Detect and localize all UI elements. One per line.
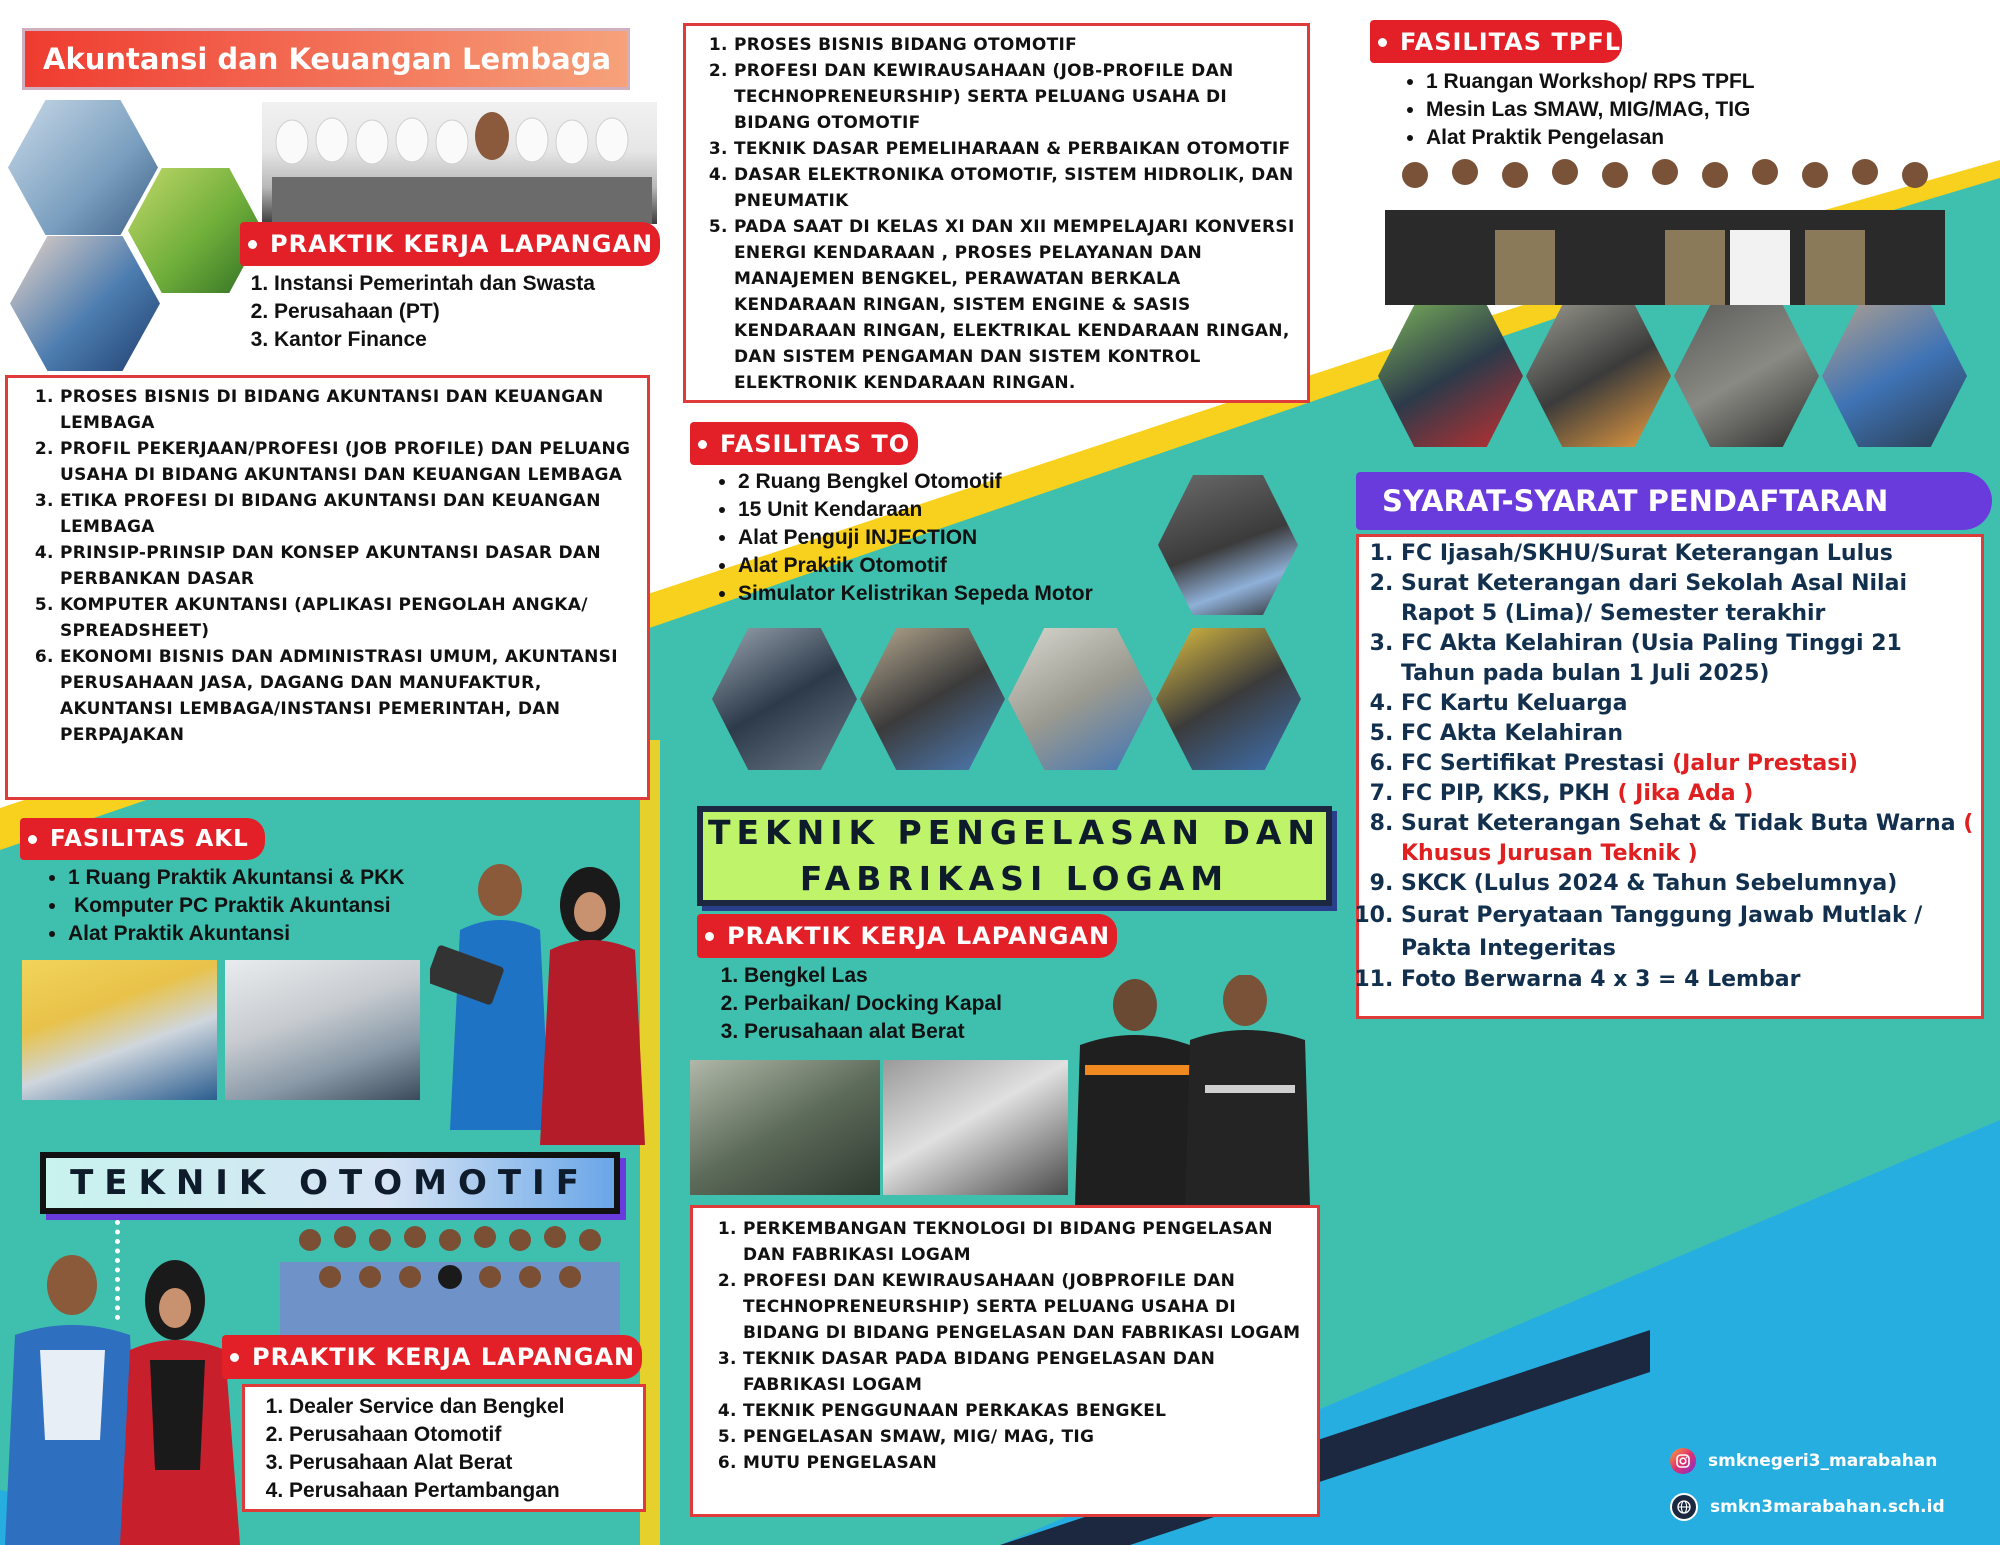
akl-facility-item: • Komputer PC Praktik Akuntansi [68, 892, 488, 920]
akl-curriculum-item: 6. EKONOMI BISNIS DAN ADMINISTRASI UMUM, AKUNTANSI PERUSAHAAN JASA, DAGANG DAN MANUFAKTUR, AKUNTANSI LEMBAGA/INSTANSI PEMERINTAH, DAN PERPAJAKAN [60, 644, 633, 748]
instagram-icon [1670, 1448, 1696, 1474]
to-facility-item: • 2 Ruang Bengkel Otomotif [738, 468, 1178, 496]
tpfl-pkl-banner: PRAKTIK KERJA LAPANGAN [697, 914, 1117, 958]
syarat-item: 6. FC Sertifikat Prestasi (Jalur Prestasi) [1401, 749, 1977, 779]
tpfl-curriculum-item: 6. MUTU PENGELASAN [743, 1450, 1307, 1476]
to-pkl-item: 1. Dealer Service dan Bengkel [289, 1393, 643, 1421]
syarat-title: SYARAT-SYARAT PENDAFTARAN [1382, 484, 1889, 518]
instagram-handle: smknegeri3_marabahan [1708, 1451, 1938, 1471]
to-facility-item: • Alat Penguji INJECTION [738, 524, 1178, 552]
syarat-item: 4. FC Kartu Keluarga [1401, 689, 1977, 719]
syarat-item: 7. FC PIP, KKS, PKH ( Jika Ada ) [1401, 779, 1977, 809]
tpfl-facility-item: • 1 Ruangan Workshop/ RPS TPFL [1426, 68, 1906, 96]
to-facilities-list [712, 468, 1178, 608]
akl-photo-practice-room [22, 960, 217, 1100]
syarat-item: 1. FC Ijasah/SKHU/Surat Keterangan Lulus [1401, 539, 1977, 569]
akl-pkl-item: 3. Kantor Finance [274, 326, 694, 354]
to-facilities-banner: FASILITAS TO [690, 422, 918, 465]
to-curriculum-item: 3. TEKNIK DASAR PEMELIHARAAN & PERBAIKAN OTOMOTIF [734, 136, 1295, 162]
syarat-item: 3. FC Akta Kelahiran (Usia Paling Tinggi 21 Tahun pada bulan 1 Juli 2025) [1401, 629, 1977, 689]
tpfl-pkl-item: 2. Perbaikan/ Docking Kapal [744, 990, 1164, 1018]
to-facility-item: • Simulator Kelistrikan Sepeda Motor [738, 580, 1178, 608]
to-curriculum-item: 1. PROSES BISNIS BIDANG OTOMOTIF [734, 32, 1295, 58]
syarat-list [1359, 539, 1977, 995]
tpfl-pkl-item: 3. Perusahaan alat Berat [744, 1018, 1164, 1046]
akl-curriculum-box [5, 375, 650, 800]
to-curriculum-item: 4. DASAR ELEKTRONIKA OTOMOTIF, SISTEM HIDROLIK, DAN PNEUMATIK [734, 162, 1295, 214]
syarat-note: (Jalur Prestasi) [1672, 751, 1858, 776]
to-facility-item: • 15 Unit Kendaraan [738, 496, 1178, 524]
syarat-item: 11. Foto Berwarna 4 x 3 = 4 Lembar [1401, 965, 1977, 995]
akl-curriculum-item: 5. KOMPUTER AKUNTANSI (APLIKASI PENGOLAH ANGKA/ SPREADSHEET) [60, 592, 633, 644]
website-url: smkn3marabahan.sch.id [1710, 1497, 1945, 1517]
akl-curriculum-item: 3. ETIKA PROFESI DI BIDANG AKUNTANSI DAN KEUANGAN LEMBAGA [60, 488, 633, 540]
akl-curriculum-item: 1. PROSES BISNIS DI BIDANG AKUNTANSI DAN KEUANGAN LEMBAGA [60, 384, 633, 436]
to-photo-two-students [0, 1240, 260, 1545]
syarat-note: ( Jika Ada ) [1617, 781, 1754, 806]
akl-title: Akuntansi dan Keuangan Lembaga [43, 42, 612, 76]
akl-pkl-list [246, 270, 694, 354]
to-pkl-item: 3. Perusahaan Alat Berat [289, 1449, 643, 1477]
tpfl-title-line2: FABRIKASI LOGAM [799, 859, 1230, 898]
tpfl-facility-item: • Mesin Las SMAW, MIG/MAG, TIG [1426, 96, 1906, 124]
akl-curriculum-list [8, 384, 647, 748]
tpfl-pkl-item: 1. Bengkel Las [744, 962, 1164, 990]
tpfl-title-box [697, 806, 1332, 906]
to-pkl-item: 4. Perusahaan Pertambangan [289, 1477, 643, 1505]
tpfl-curriculum-box [690, 1205, 1320, 1517]
akl-pkl-banner: PRAKTIK KERJA LAPANGAN [240, 222, 660, 266]
to-pkl-list [245, 1393, 643, 1505]
instagram-link[interactable] [1670, 1448, 1937, 1474]
to-facility-item: • Alat Praktik Otomotif [738, 552, 1178, 580]
tpfl-curriculum-item: 1. PERKEMBANGAN TEKNOLOGI DI BIDANG PENGELASAN DAN FABRIKASI LOGAM [743, 1216, 1307, 1268]
website-link[interactable] [1670, 1493, 1945, 1521]
akl-curriculum-item: 4. PRINSIP-PRINSIP DAN KONSEP AKUNTANSI DASAR DAN PERBANKAN DASAR [60, 540, 633, 592]
akl-photo-exam-room [225, 960, 420, 1100]
syarat-item: 2. Surat Keterangan dari Sekolah Asal Nilai Rapot 5 (Lima)/ Semester terakhir [1401, 569, 1977, 629]
to-pkl-banner: PRAKTIK KERJA LAPANGAN [222, 1335, 642, 1379]
akl-photo-student-group [262, 102, 657, 224]
akl-title-banner [22, 28, 630, 90]
akl-curriculum-item: 2. PROFIL PEKERJAAN/PROFESI (JOB PROFILE) DAN PELUANG USAHA DI BIDANG AKUNTANSI DAN KEUANGAN LEMBAGA [60, 436, 633, 488]
akl-pkl-item: 1. Instansi Pemerintah dan Swasta [274, 270, 694, 298]
akl-photo-two-students [430, 860, 655, 1150]
to-curriculum-item: 5. PADA SAAT DI KELAS XI DAN XII MEMPELAJARI KONVERSI ENERGI KENDARAAN , PROSES PELAYANAN DAN MANAJEMEN BENGKEL, PERAWATAN BERKALA KENDARAAN RINGAN, SISTEM ENGINE & SASIS KENDARAAN RINGAN, ELEKTRIKAL KENDARAAN RINGAN, DAN SISTEM PENGAMAN DAN SISTEM KONTROL ELEKTRONIK KENDARAAN RINGAN. [734, 214, 1295, 396]
tpfl-curriculum-item: 4. TEKNIK PENGGUNAAN PERKAKAS BENGKEL [743, 1398, 1307, 1424]
tpfl-photo-student-group [1385, 150, 1945, 305]
to-curriculum-list [686, 32, 1307, 396]
syarat-box [1356, 534, 1984, 1019]
tpfl-title-line1: TEKNIK PENGELASAN DAN [707, 813, 1322, 852]
tpfl-curriculum-item: 2. PROFESI DAN KEWIRAUSAHAAN (JOBPROFILE DAN TECHNOPRENEURSHIP) SERTA PELUANG USAHA DI BIDANG DI BIDANG PENGELASAN DAN FABRIKASI LOGAM [743, 1268, 1307, 1346]
tpfl-photo-machining [690, 1060, 880, 1195]
tpfl-facilities-banner: FASILITAS TPFL [1370, 20, 1622, 63]
tpfl-curriculum-item: 5. PENGELASAN SMAW, MIG/ MAG, TIG [743, 1424, 1307, 1450]
tpfl-facility-item: • Alat Praktik Pengelasan [1426, 124, 1906, 152]
tpfl-curriculum-item: 3. TEKNIK DASAR PADA BIDANG PENGELASAN DAN FABRIKASI LOGAM [743, 1346, 1307, 1398]
akl-facility-item: • Alat Praktik Akuntansi [68, 920, 488, 948]
globe-icon [1670, 1493, 1698, 1521]
to-curriculum-box [683, 23, 1310, 403]
tpfl-photo-welding [883, 1060, 1068, 1195]
to-pkl-item: 2. Perusahaan Otomotif [289, 1421, 643, 1449]
syarat-note: ( Khusus Jurusan Teknik ) [1401, 811, 1974, 866]
to-pkl-box [242, 1384, 646, 1512]
syarat-item: 8. Surat Keterangan Sehat & Tidak Buta Warna ( Khusus Jurusan Teknik ) [1401, 809, 1977, 869]
akl-facilities-banner: FASILITAS AKL [20, 818, 265, 860]
akl-pkl-item: 2. Perusahaan (PT) [274, 298, 694, 326]
tpfl-photo-two-students [1070, 975, 1320, 1205]
akl-facilities-list [42, 864, 488, 948]
to-photo-student-group [270, 1222, 630, 1337]
syarat-item: 9. SKCK (Lulus 2024 & Tahun Sebelumnya) [1401, 869, 1977, 899]
syarat-item: 10. Surat Peryataan Tanggung Jawab Mutlak / Pakta Integeritas [1401, 899, 1977, 965]
to-curriculum-item: 2. PROFESI DAN KEWIRAUSAHAAN (JOB-PROFILE DAN TECHNOPRENEURSHIP) SERTA PELUANG USAHA DI BIDANG OTOMOTIF [734, 58, 1295, 136]
tpfl-facilities-list [1400, 68, 1906, 152]
to-title-box: TEKNIK OTOMOTIF [40, 1152, 620, 1214]
akl-facility-item: • 1 Ruang Praktik Akuntansi & PKK [68, 864, 488, 892]
syarat-title-banner [1356, 472, 1992, 530]
syarat-item: 5. FC Akta Kelahiran [1401, 719, 1977, 749]
tpfl-curriculum-list [693, 1216, 1317, 1476]
